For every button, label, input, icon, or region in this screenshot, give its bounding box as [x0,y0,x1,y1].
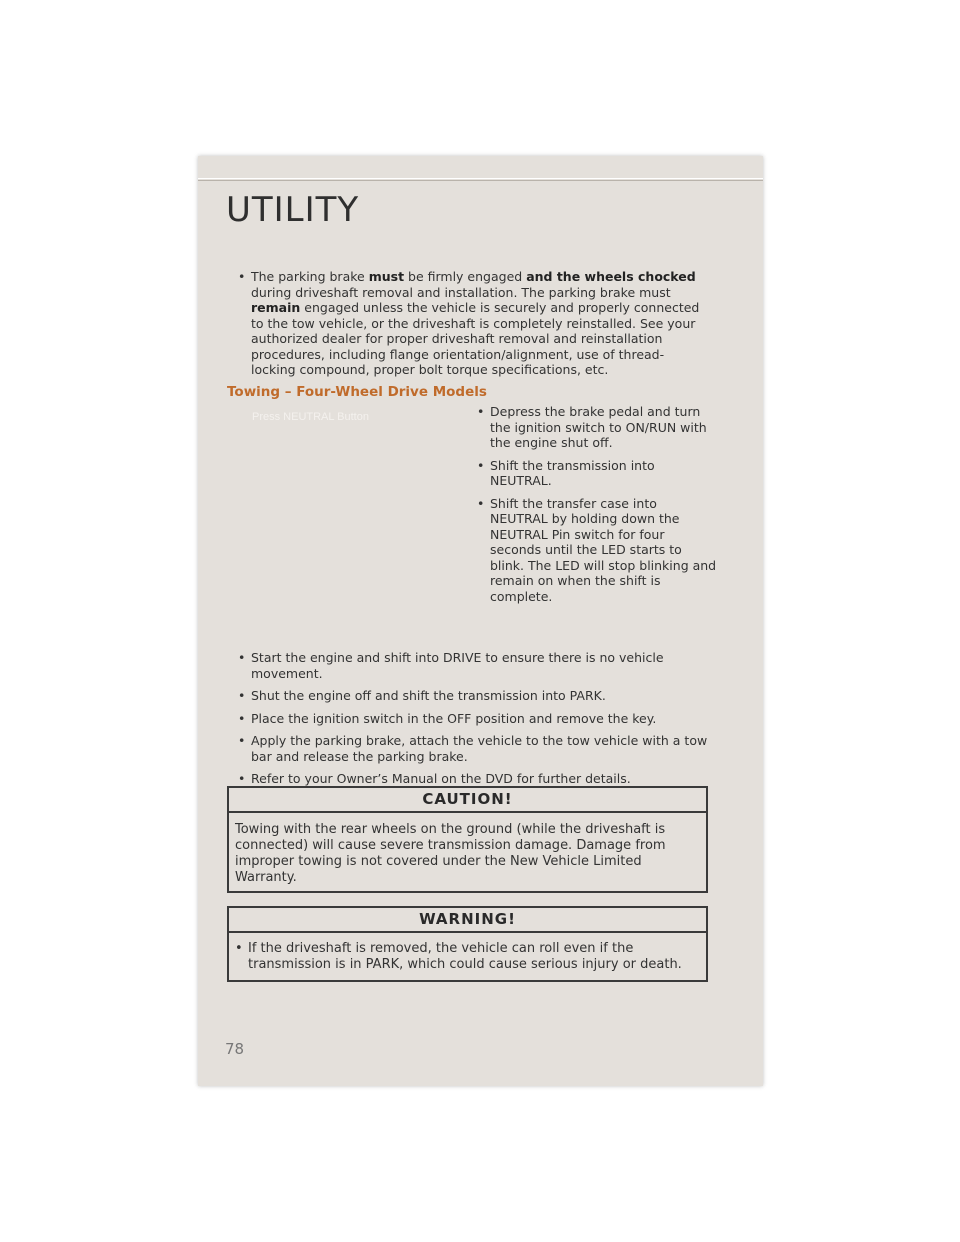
parking-brake-bullet: • The parking brake must be firmly engaged and the wheels chocked during driveshaft removal and installation. The parking brake must remain engaged unless the vehicle is securely and properly connected to the tow vehicle, or the driveshaft is completely reinstalled. See your authorized dealer for proper driveshaft removal and reinstallation procedures, including flange orientation/alignment, use of thread-locking compound, proper bolt torque specifications, etc. [238,269,708,378]
step-refer-manual: • Refer to your Owner’s Manual on the DVD for further details. [238,771,708,787]
caution-body: Towing with the rear wheels on the ground (while the driveshaft is connected) will cause severe transmission damage. Damage from improper towing is not covered under the New Vehicle Limited Warranty. [235,822,666,885]
side-step-list [477,404,717,611]
manual-page [198,156,763,1086]
caution-box [227,786,708,893]
step-start-engine: • Start the engine and shift into DRIVE to ensure there is no vehicle movement. [238,650,708,681]
step-shift-neutral: • Shift the transmission into NEUTRAL. [477,458,717,489]
emphasis-remain: remain [251,300,301,315]
intro-bullet-list [238,269,708,378]
step-depress-brake: • Depress the brake pedal and turn the ignition switch to ON/RUN with the engine shut off. [477,404,717,451]
step-apply-brake: • Apply the parking brake, attach the vehicle to the tow vehicle with a tow bar and release the parking brake. [238,733,708,764]
emphasis-wheels-chocked: and the wheels chocked [526,269,696,284]
warning-bullet: • If the driveshaft is removed, the vehicle can roll even if the transmission is in PARK, which could cause serious injury or death. [235,941,700,973]
figure-caption: Press NEUTRAL Button [252,411,369,423]
caution-title: CAUTION! [229,788,706,813]
towing-step-list [238,650,708,794]
neutral-button-figure [238,404,453,634]
towing-4wd-heading: Towing – Four-Wheel Drive Models [227,384,487,400]
step-ignition-off: • Place the ignition switch in the OFF position and remove the key. [238,711,708,727]
step-transfer-case: • Shift the transfer case into NEUTRAL by holding down the NEUTRAL Pin switch for four seconds until the LED starts to blink. The LED will stop blinking and remain on when the shift is complete. [477,496,717,605]
emphasis-must: must [368,269,405,284]
page-number: 78 [225,1040,245,1058]
header-rule [198,178,763,181]
section-title: UTILITY [226,190,360,230]
warning-title: WARNING! [229,908,706,933]
step-shut-engine: • Shut the engine off and shift the transmission into PARK. [238,688,708,704]
warning-box [227,906,708,982]
